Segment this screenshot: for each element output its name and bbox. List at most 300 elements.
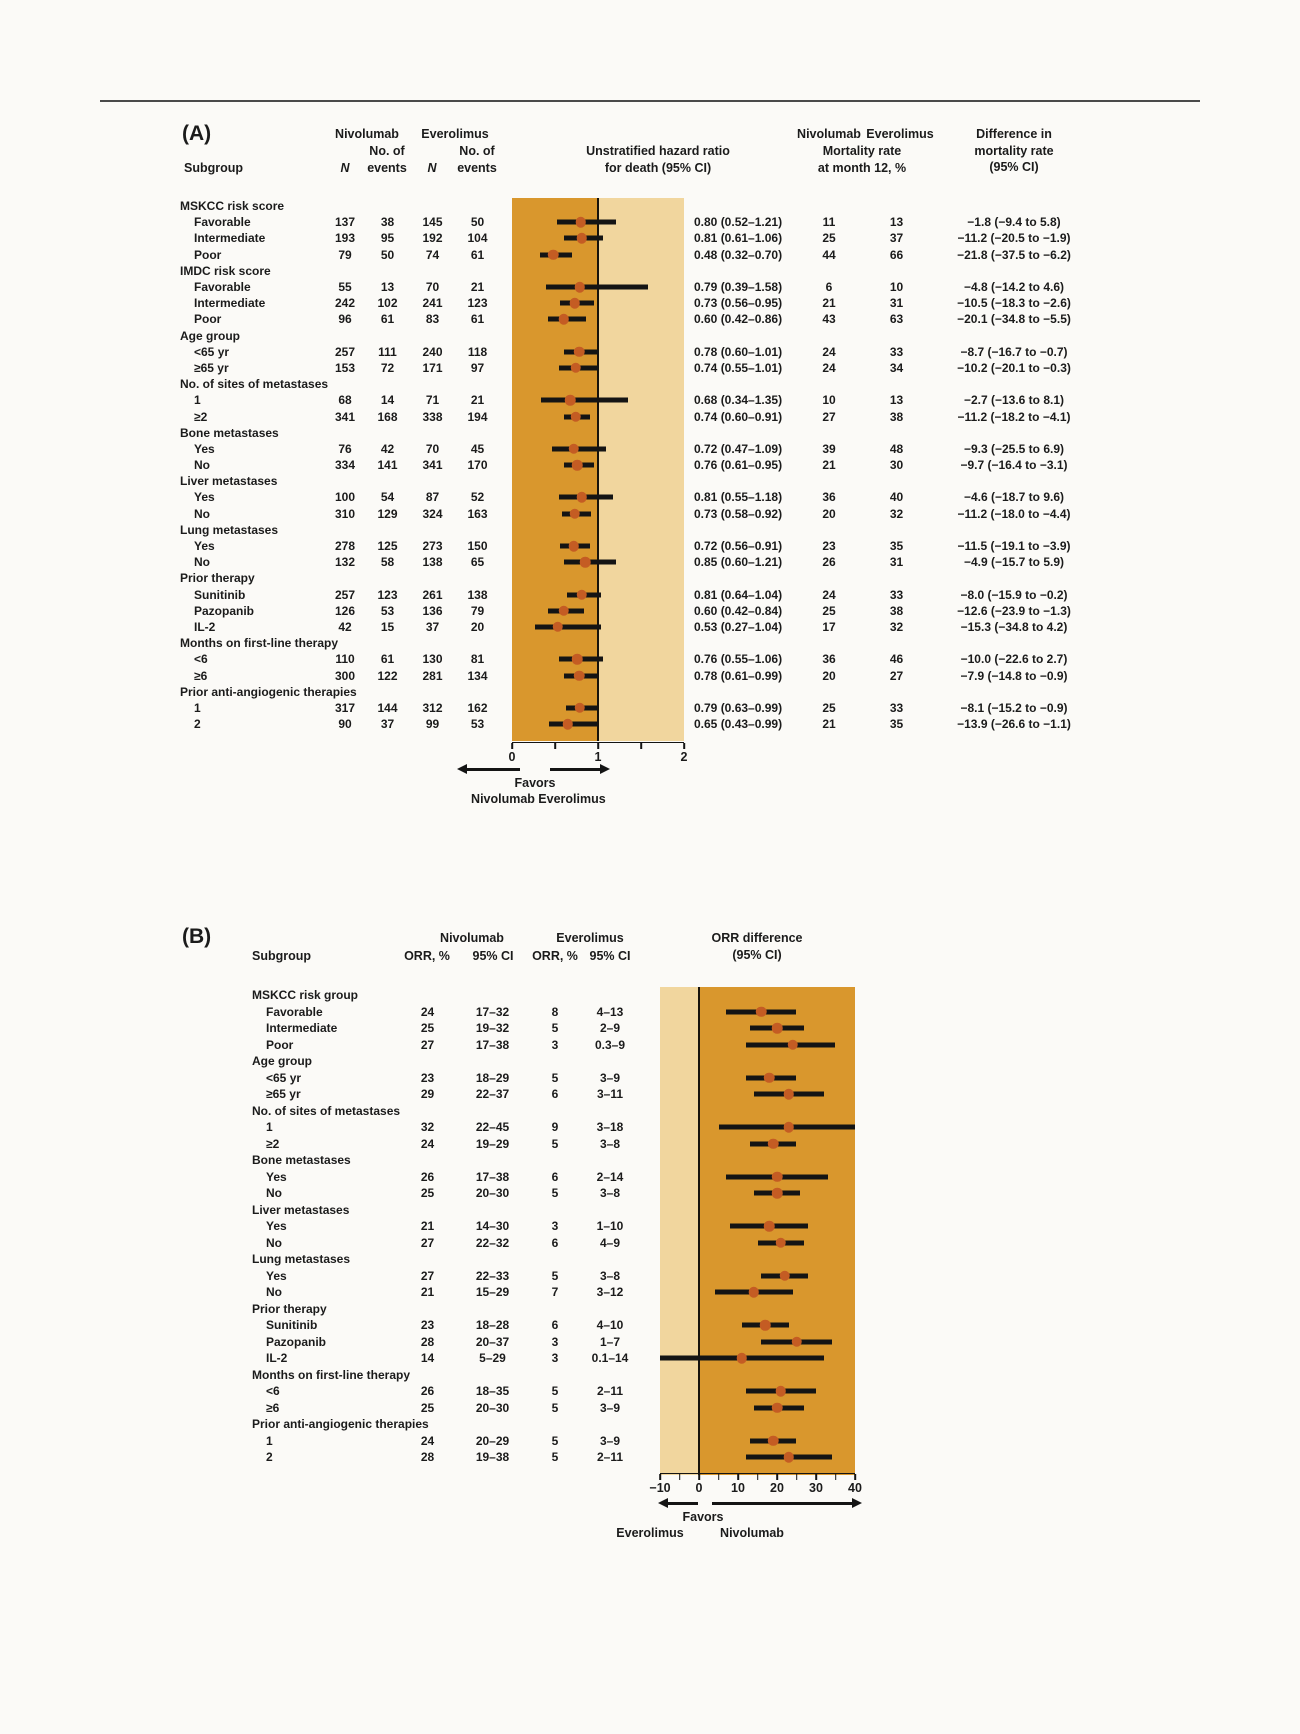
everolimus-events: 45 — [470, 441, 485, 456]
mortality-rate-difference: −8.0 (−15.9 to −0.2) — [960, 587, 1068, 602]
favors-right-arrow — [550, 768, 601, 771]
subgroup-group-label: No. of sites of metastases — [252, 1103, 401, 1118]
everolimus-ci: 3–12 — [596, 1285, 624, 1300]
forest-plot-cell — [660, 1301, 855, 1318]
forest-plot-cell — [660, 1185, 855, 1202]
nivolumab-n: 68 — [338, 393, 352, 408]
point-estimate-marker — [783, 1089, 794, 1100]
subgroup-label: IL-2 — [266, 1351, 288, 1366]
subgroup-group-label: MSKCC risk group — [252, 988, 359, 1003]
everolimus-mortality-rate: 27 — [889, 668, 904, 683]
hazard-ratio-text: 0.85 (0.60–1.21) — [694, 555, 783, 570]
everolimus-orr: 5 — [551, 1070, 559, 1085]
subgroup-label: No — [194, 555, 210, 570]
nivolumab-n: 110 — [335, 652, 355, 667]
nivolumab-n: 55 — [338, 280, 352, 295]
ci-bar — [546, 285, 648, 290]
nivolumab-events: 54 — [380, 490, 395, 505]
everolimus-events: 21 — [470, 393, 485, 408]
nivolumab-ci: 19–38 — [475, 1450, 510, 1465]
hazard-ratio-text: 0.78 (0.61–0.99) — [694, 668, 783, 683]
subgroup-group-label: MSKCC risk score — [180, 199, 285, 214]
everolimus-n: 130 — [422, 652, 443, 667]
everolimus-orr: 5 — [551, 1400, 559, 1415]
forest-row — [252, 1004, 972, 1021]
forest-plot-cell — [660, 1449, 855, 1466]
nivolumab-orr: 29 — [420, 1087, 435, 1102]
col-header-subgroup: Subgroup — [252, 949, 312, 963]
mortality-rate-difference: −8.1 (−15.2 to −0.9) — [960, 700, 1068, 715]
axis-tick-label: 0 — [695, 1481, 703, 1495]
nivolumab-ci: 15–29 — [475, 1285, 510, 1300]
col-header-nivolumab: Nivolumab — [335, 127, 399, 141]
nivolumab-orr: 25 — [420, 1186, 435, 1201]
orr-difference-title-line2: (95% CI) — [732, 947, 782, 962]
subgroup-label: 2 — [194, 717, 201, 732]
mortality-rate-difference: −15.3 (−34.8 to 4.2) — [960, 619, 1068, 634]
point-estimate-marker — [576, 492, 587, 503]
nivolumab-mortality-rate: 17 — [822, 619, 836, 634]
nivolumab-events: 53 — [380, 603, 395, 618]
subgroup-group-label: Months on first-line therapy — [180, 636, 339, 651]
col-header-mortality-everolimus: Everolimus — [866, 127, 934, 141]
point-estimate-marker — [580, 557, 591, 568]
forest-plot-cell — [660, 1268, 855, 1285]
point-estimate-marker — [569, 444, 580, 455]
everolimus-orr: 5 — [551, 1021, 559, 1036]
forest-plot-cell — [660, 1202, 855, 1219]
subgroup-label: No — [194, 506, 210, 521]
forest-row — [180, 619, 1120, 635]
col-header-hazard-ratio — [586, 143, 730, 176]
nivolumab-mortality-rate: 6 — [825, 280, 833, 295]
point-estimate-marker — [570, 363, 581, 374]
forest-plot-cell — [660, 1037, 855, 1054]
everolimus-orr: 3 — [551, 1334, 559, 1349]
subgroup-label: Yes — [194, 441, 215, 456]
forest-row — [180, 506, 1120, 522]
forest-plot-cell — [660, 1103, 855, 1120]
nivolumab-ci: 20–30 — [475, 1186, 510, 1201]
forest-plot-cell — [512, 344, 684, 360]
nivolumab-mortality-rate: 43 — [822, 312, 836, 327]
point-estimate-marker — [764, 1221, 775, 1232]
subgroup-header-row — [252, 1251, 972, 1268]
nivolumab-orr: 27 — [420, 1037, 435, 1052]
col-header-nivolumab: Nivolumab — [440, 931, 504, 945]
hazard-ratio-text: 0.73 (0.58–0.92) — [694, 506, 783, 521]
forest-plot-cell — [512, 425, 684, 441]
forest-plot-cell — [512, 538, 684, 554]
hazard-ratio-text: 0.81 (0.61–1.06) — [694, 231, 783, 246]
panel-a-rows — [180, 198, 1120, 741]
nivolumab-events: 13 — [380, 280, 395, 295]
col-header-ci-everolimus: 95% CI — [589, 949, 631, 963]
point-estimate-marker — [574, 670, 585, 681]
nivolumab-orr: 24 — [420, 1136, 435, 1151]
axis-tick-label: 1 — [594, 750, 602, 764]
point-estimate-marker — [787, 1040, 798, 1051]
nivolumab-events: 125 — [377, 539, 398, 554]
nivolumab-mortality-rate: 10 — [822, 393, 836, 408]
forest-plot-cell — [660, 1383, 855, 1400]
forest-row — [180, 279, 1120, 295]
forest-plot-cell — [660, 1400, 855, 1417]
axis-tick — [757, 1474, 759, 1480]
everolimus-orr: 6 — [551, 1169, 559, 1184]
nivolumab-mortality-rate: 23 — [822, 539, 836, 554]
forest-row — [180, 716, 1120, 732]
everolimus-events: 79 — [470, 603, 485, 618]
everolimus-events: 97 — [470, 360, 485, 375]
nivolumab-mortality-rate: 25 — [822, 603, 836, 618]
difference-title-line1: Difference in — [976, 127, 1052, 141]
col-header-mortality-rate — [818, 143, 906, 176]
mortality-rate-difference: −4.6 (−18.7 to 9.6) — [963, 490, 1065, 505]
subgroup-label: Intermediate — [266, 1021, 338, 1036]
nivolumab-orr: 14 — [420, 1351, 435, 1366]
subgroup-group-label: Prior anti-angiogenic therapies — [180, 684, 357, 699]
subgroup-header-row — [180, 263, 1120, 279]
forest-plot-cell — [660, 1416, 855, 1433]
point-estimate-marker — [575, 703, 586, 714]
point-estimate-marker — [772, 1172, 783, 1183]
everolimus-mortality-rate: 35 — [889, 717, 904, 732]
everolimus-ci: 3–9 — [599, 1433, 621, 1448]
forest-row — [252, 1350, 972, 1367]
axis-tick — [835, 1474, 837, 1480]
subgroup-group-label: Prior therapy — [180, 571, 255, 586]
point-estimate-marker — [552, 622, 563, 633]
difference-title-line3: (95% CI) — [989, 160, 1039, 174]
mortality-rate-difference: −7.9 (−14.8 to −0.9) — [960, 668, 1068, 683]
subgroup-header-row — [180, 473, 1120, 489]
mortality-rate-difference: −13.9 (−26.6 to −1.1) — [957, 717, 1071, 732]
col-header-orr-everolimus: ORR, % — [532, 949, 578, 963]
mortality-rate-difference: −4.9 (−15.7 to 5.9) — [963, 555, 1065, 570]
forest-row — [252, 1268, 972, 1285]
forest-row — [252, 1119, 972, 1136]
forest-row — [180, 651, 1120, 667]
forest-plot-cell — [512, 392, 684, 408]
favors-label: Favors — [514, 776, 556, 790]
forest-plot-cell — [512, 376, 684, 392]
col-header-events-line1: No. of — [369, 144, 405, 158]
everolimus-n: 171 — [422, 360, 443, 375]
subgroup-header-row — [180, 522, 1120, 538]
everolimus-orr: 5 — [551, 1384, 559, 1399]
plot-strip-pad — [180, 732, 1120, 741]
everolimus-ci: 3–8 — [599, 1186, 621, 1201]
subgroup-label: 1 — [266, 1120, 273, 1135]
nivolumab-ci: 22–37 — [475, 1087, 510, 1102]
everolimus-n: 83 — [425, 312, 440, 327]
forest-plot-cell — [512, 214, 684, 230]
favors-left-drug: Nivolumab — [471, 792, 535, 806]
axis-tick — [554, 743, 556, 749]
forest-plot-cell — [512, 473, 684, 489]
nivolumab-ci: 22–45 — [475, 1120, 510, 1135]
point-estimate-marker — [748, 1287, 759, 1298]
everolimus-ci: 0.3–9 — [594, 1037, 626, 1052]
nivolumab-orr: 21 — [420, 1285, 435, 1300]
everolimus-events: 20 — [470, 619, 485, 634]
hazard-ratio-text: 0.74 (0.55–1.01) — [694, 360, 783, 375]
subgroup-header-row — [180, 376, 1120, 392]
nivolumab-mortality-rate: 20 — [822, 506, 836, 521]
everolimus-n: 273 — [422, 539, 443, 554]
forest-row — [252, 1037, 972, 1054]
subgroup-label: Poor — [194, 247, 222, 262]
subgroup-label: ≥6 — [194, 668, 208, 683]
everolimus-ci: 4–9 — [599, 1235, 621, 1250]
everolimus-orr: 8 — [551, 1004, 559, 1019]
forest-plot-cell — [660, 1004, 855, 1021]
everolimus-mortality-rate: 38 — [889, 603, 904, 618]
subgroup-label: 1 — [194, 393, 201, 408]
forest-plot-cell — [512, 667, 684, 683]
col-header-events-line2: events — [367, 160, 407, 175]
forest-row — [252, 1400, 972, 1417]
subgroup-group-label: Bone metastases — [252, 1153, 351, 1168]
nivolumab-ci: 18–29 — [475, 1070, 510, 1085]
nivolumab-mortality-rate: 25 — [822, 700, 836, 715]
everolimus-orr: 5 — [551, 1450, 559, 1465]
subgroup-label: Poor — [266, 1037, 294, 1052]
mortality-rate-difference: −9.7 (−16.4 to −3.1) — [960, 458, 1068, 473]
everolimus-n: 136 — [422, 603, 443, 618]
nivolumab-ci: 19–32 — [475, 1021, 510, 1036]
subgroup-header-row — [252, 1416, 972, 1433]
mortality-rate-difference: −2.7 (−13.6 to 8.1) — [963, 393, 1065, 408]
favors-label: Favors — [682, 1510, 724, 1524]
forest-plot-cell — [512, 522, 684, 538]
forest-row — [180, 408, 1120, 424]
everolimus-events: 104 — [467, 231, 488, 246]
forest-plot-cell — [512, 263, 684, 279]
everolimus-orr: 6 — [551, 1087, 559, 1102]
mortality-rate-difference: −9.3 (−25.5 to 6.9) — [963, 441, 1065, 456]
subgroup-label: Yes — [266, 1219, 287, 1234]
subgroup-label: Favorable — [194, 280, 251, 295]
subgroup-header-row — [252, 1103, 972, 1120]
forest-row — [180, 344, 1120, 360]
everolimus-orr: 5 — [551, 1268, 559, 1283]
panel-b-axis — [649, 1473, 862, 1495]
subgroup-label: No — [194, 458, 210, 473]
nivolumab-events: 129 — [377, 506, 398, 521]
everolimus-n: 138 — [422, 555, 443, 570]
col-header-difference — [974, 126, 1053, 176]
nivolumab-n: 242 — [334, 296, 356, 311]
nivolumab-mortality-rate: 27 — [822, 409, 836, 424]
subgroup-group-label: Lung metastases — [252, 1252, 351, 1267]
point-estimate-marker — [570, 298, 581, 309]
everolimus-events: 61 — [470, 312, 485, 327]
point-estimate-marker — [783, 1122, 794, 1133]
favors-left-drug: Everolimus — [616, 1526, 684, 1540]
subgroup-header-row — [180, 635, 1120, 651]
col-header-ci-nivolumab: 95% CI — [472, 949, 514, 963]
nivolumab-ci: 17–38 — [475, 1169, 510, 1184]
nivolumab-orr: 32 — [420, 1120, 435, 1135]
hazard-ratio-text: 0.68 (0.34–1.35) — [694, 393, 783, 408]
everolimus-ci: 3–9 — [599, 1070, 621, 1085]
mortality-rate-difference: −21.8 (−37.5 to −6.2) — [957, 247, 1071, 262]
point-estimate-marker — [756, 1007, 767, 1018]
everolimus-ci: 1–7 — [599, 1334, 621, 1349]
hazard-ratio-text: 0.72 (0.56–0.91) — [694, 539, 783, 554]
hazard-ratio-text: 0.81 (0.64–1.04) — [694, 587, 783, 602]
panel-b-rows — [252, 987, 972, 1475]
axis-tick-label: −10 — [649, 1481, 671, 1495]
everolimus-mortality-rate: 33 — [889, 344, 904, 359]
forest-plot-cell — [512, 570, 684, 586]
nivolumab-mortality-rate: 24 — [822, 360, 836, 375]
col-header-orr-difference — [712, 930, 803, 963]
forest-row — [252, 1235, 972, 1252]
subgroup-label: <6 — [194, 652, 208, 667]
nivolumab-events: 61 — [380, 652, 395, 667]
subgroup-label: Yes — [194, 490, 215, 505]
everolimus-n: 87 — [425, 490, 440, 505]
forest-plot-cell — [660, 1218, 855, 1235]
forest-plot-cell — [512, 198, 684, 214]
point-estimate-marker — [565, 395, 576, 406]
subgroup-label: Favorable — [266, 1004, 323, 1019]
forest-plot-cell — [660, 1367, 855, 1384]
nivolumab-events: 123 — [377, 587, 398, 602]
everolimus-orr: 6 — [551, 1318, 559, 1333]
col-header-n-everolimus: N — [427, 161, 437, 175]
subgroup-group-label: Liver metastases — [180, 474, 278, 489]
mortality-rate-difference: −4.8 (−14.2 to 4.6) — [963, 280, 1065, 295]
everolimus-events: 65 — [470, 555, 485, 570]
nivolumab-ci: 14–30 — [475, 1219, 510, 1234]
nivolumab-mortality-rate: 21 — [822, 717, 836, 732]
everolimus-events: 134 — [467, 668, 488, 683]
everolimus-n: 312 — [422, 700, 443, 715]
point-estimate-marker — [572, 460, 583, 471]
subgroup-label: Yes — [194, 539, 215, 554]
axis-tick — [640, 743, 642, 749]
forest-plot-cell — [512, 408, 684, 424]
subgroup-label: ≥6 — [266, 1400, 280, 1415]
nivolumab-mortality-rate: 44 — [822, 247, 836, 262]
hazard-ratio-text: 0.76 (0.61–0.95) — [694, 458, 783, 473]
subgroup-header-row — [252, 1367, 972, 1384]
point-estimate-marker — [574, 347, 585, 358]
forest-plot-cell — [660, 1070, 855, 1087]
subgroup-label: Yes — [266, 1268, 287, 1283]
everolimus-n: 37 — [425, 619, 440, 634]
mortality-rate-difference: −12.6 (−23.9 to −1.3) — [957, 603, 1071, 618]
everolimus-events: 118 — [467, 344, 488, 359]
subgroup-group-label: Lung metastases — [180, 522, 279, 537]
subgroup-group-label: Months on first-line therapy — [252, 1367, 411, 1382]
mortality-rate-difference: −11.2 (−20.5 to −1.9) — [957, 231, 1071, 246]
everolimus-n: 341 — [422, 458, 443, 473]
point-estimate-marker — [569, 541, 580, 552]
nivolumab-n: 96 — [338, 312, 352, 327]
everolimus-events: 81 — [470, 652, 485, 667]
hazard-ratio-title-line2: for death (95% CI) — [604, 160, 712, 175]
forest-plot-cell — [660, 1152, 855, 1169]
everolimus-ci: 3–11 — [596, 1087, 624, 1102]
hazard-ratio-text: 0.74 (0.60–0.91) — [694, 409, 783, 424]
nivolumab-orr: 25 — [420, 1400, 435, 1415]
subgroup-label: IL-2 — [194, 619, 216, 634]
everolimus-mortality-rate: 30 — [889, 458, 904, 473]
forest-row — [180, 700, 1120, 716]
forest-row — [252, 1086, 972, 1103]
forest-plot-cell — [660, 1284, 855, 1301]
everolimus-n: 74 — [425, 247, 440, 262]
nivolumab-events: 95 — [380, 231, 395, 246]
nivolumab-ci: 17–38 — [475, 1037, 510, 1052]
favors-left-arrow — [667, 1502, 698, 1505]
forest-plot-cell — [660, 987, 855, 1004]
mortality-rate-difference: −11.5 (−19.1 to −3.9) — [957, 539, 1071, 554]
forest-plot-cell — [512, 295, 684, 311]
everolimus-mortality-rate: 63 — [889, 312, 904, 327]
nivolumab-ci: 20–37 — [475, 1334, 510, 1349]
point-estimate-marker — [768, 1139, 779, 1150]
forest-row — [252, 1317, 972, 1334]
nivolumab-n: 310 — [334, 506, 356, 521]
nivolumab-n: 334 — [334, 458, 356, 473]
nivolumab-mortality-rate: 11 — [822, 215, 836, 230]
everolimus-events: 138 — [467, 587, 488, 602]
forest-plot-cell — [512, 651, 684, 667]
nivolumab-events: 42 — [380, 441, 395, 456]
everolimus-events: 162 — [467, 700, 488, 715]
everolimus-ci: 4–10 — [596, 1318, 624, 1333]
hazard-ratio-text: 0.79 (0.39–1.58) — [694, 280, 783, 295]
forest-row — [180, 538, 1120, 554]
subgroup-header-row — [180, 684, 1120, 700]
nivolumab-orr: 23 — [420, 1318, 435, 1333]
col-header-mortality-nivolumab: Nivolumab — [797, 127, 861, 141]
col-header-events-nivolumab — [367, 143, 407, 176]
subgroup-group-label: IMDC risk score — [180, 263, 271, 278]
subgroup-label: 1 — [266, 1433, 273, 1448]
forest-plot-cell — [512, 311, 684, 327]
forest-row — [252, 1334, 972, 1351]
forest-row — [252, 1070, 972, 1087]
everolimus-mortality-rate: 10 — [889, 280, 904, 295]
subgroup-label: <6 — [266, 1384, 280, 1399]
subgroup-label: ≥65 yr — [194, 360, 229, 375]
point-estimate-marker — [737, 1353, 748, 1364]
ci-bar — [535, 624, 601, 629]
point-estimate-marker — [558, 314, 569, 325]
forest-row — [252, 1136, 972, 1153]
subgroup-group-label: No. of sites of metastases — [180, 377, 329, 392]
axis-tick — [718, 1474, 720, 1480]
axis-tick — [679, 1474, 681, 1480]
forest-plot-cell — [660, 1119, 855, 1136]
forest-plot-cell — [512, 441, 684, 457]
forest-row — [180, 392, 1120, 408]
hazard-ratio-title-line1: Unstratified hazard ratio — [586, 144, 730, 158]
point-estimate-marker — [768, 1436, 779, 1447]
mortality-rate-difference: −11.2 (−18.2 to −4.1) — [957, 409, 1071, 424]
subgroup-group-label: Prior therapy — [252, 1301, 327, 1316]
favors-right-arrow — [712, 1502, 853, 1505]
nivolumab-n: 193 — [334, 231, 356, 246]
col-header-events-line1: No. of — [459, 144, 495, 158]
